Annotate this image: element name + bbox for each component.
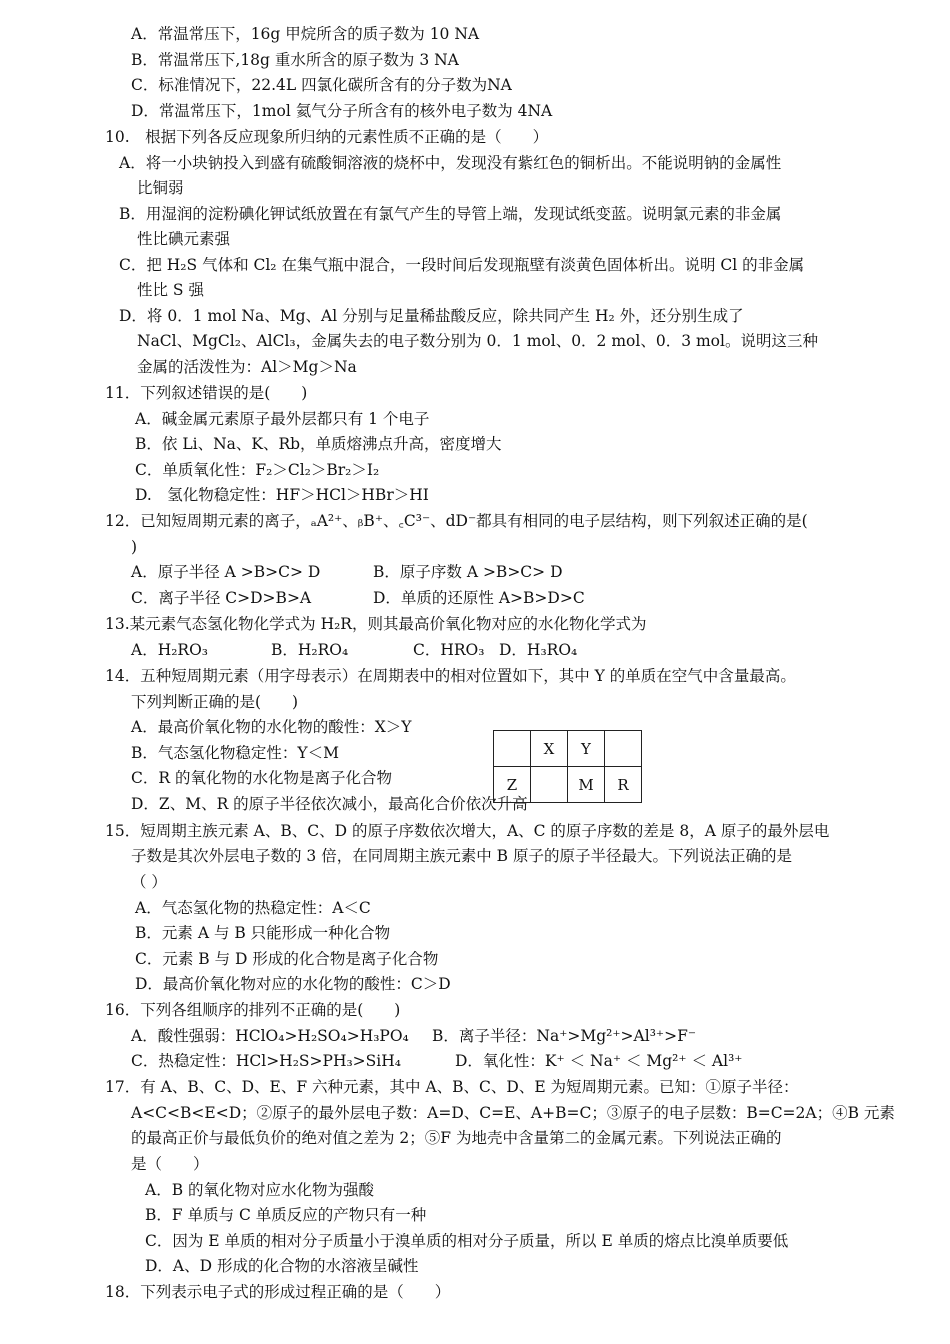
q17-option-a: A．B 的氧化物对应水化物为强酸 [145,1181,375,1199]
q12-option-c: C．离子半径 C>D>B>A [131,589,312,607]
q12-option-d: D．单质的还原性 A>B>D>C [373,589,585,607]
q15-stem-2: 子数是其次外层电子数的 3 倍，在同周期主族元素中 B 原子的原子半径最大。下列说法正确的是 [131,847,792,865]
table-cell: Z [494,767,531,803]
q12-stem-end: ) [131,538,138,556]
q11-option-b: B．依 Li、Na、K、Rb，单质熔沸点升高，密度增大 [135,435,502,453]
q15-option-b: B．元素 A 与 B 只能形成一种化合物 [135,924,391,942]
q14-option-a: A．最高价氧化物的水化物的酸性：X＞Y [131,718,412,736]
q9-option-b: B．常温常压下,18g 重水所含的原子数为 3 NA [131,51,459,69]
q17-option-d: D．A、D 形成的化合物的水溶液呈碱性 [145,1257,419,1275]
q10-line: NaCl、MgCl₂、AlCl₃，金属失去的电子数分别为 0．1 mol、0．2 mol、0．3 mol。说明这三种 [137,332,818,350]
table-row [494,767,642,803]
table-cell [494,731,531,767]
q10-line: B．用湿润的淀粉碘化钾试纸放置在有氯气产生的导管上端，发现试纸变蓝。说明氯元素的非金属 [119,205,782,223]
q16-option-b: B．离子半径：Na⁺>Mg²⁺>Al³⁺>F⁻ [432,1027,697,1045]
q15-option-c: C．元素 B 与 D 形成的化合物是离子化合物 [135,950,439,968]
table-cell: R [605,767,642,803]
q17-stem-4: 是（ ） [131,1155,209,1173]
table-cell [605,731,642,767]
q12-option-a: A．原子半径 A >B>C> D [131,563,321,581]
q9-option-d: D．常温常压下，1mol 氦气分子所含有的核外电子数为 4NA [131,102,553,120]
q10-stem: 10. 根据下列各反应现象所归纳的元素性质不正确的是（ ） [105,128,549,146]
table-cell [531,767,568,803]
q10-line: 比铜弱 [137,179,184,197]
q12-stem: 12．已知短周期元素的离子，ₐA²⁺、ᵦB⁺、꜀C³⁻、dD⁻都具有相同的电子层结构，则下列叙述正确的是( [105,512,808,530]
q15-option-a: A．气态氢化物的热稳定性：A＜C [135,899,371,917]
q14-option-c: C．R 的氧化物的水化物是离子化合物 [131,769,392,787]
q10-line: 金属的活泼性为：Al＞Mg＞Na [137,358,357,376]
q10-line: 性比 S 强 [137,281,204,299]
q16-stem: 16．下列各组顺序的排列不正确的是( ) [105,1001,401,1019]
q13-option-a: A．H₂RO₃ [131,641,209,659]
q9-option-c: C．标准情况下，22.4L 四氯化碳所含有的分子数为NA [131,76,512,94]
q17-stem-2: A<C<B<E<D；②原子的最外层电子数：A=D、C=E、A+B=C；③原子的电子层数：B=C=2A；④B 元素 [131,1104,895,1122]
q12-option-b: B．原子序数 A >B>C> D [373,563,563,581]
q14-stem: 14．五种短周期元素（用字母表示）在周期表中的相对位置如下，其中 Y 的单质在空气中含量最高。 [105,667,796,685]
q16-option-c: C．热稳定性：HCl>H₂S>PH₃>SiH₄ [131,1052,401,1070]
q17-stem-3: 的最高正价与最低负价的绝对值之差为 2；⑤F 为地壳中含量第二的金属元素。下列说法正确的 [131,1129,782,1147]
q17-option-c: C．因为 E 单质的相对分子质量小于溴单质的相对分子质量，所以 E 单质的熔点比溴单质要低 [145,1232,789,1250]
q17-stem: 17．有 A、B、C、D、E、F 六种元素，其中 A、B、C、D、E 为短周期元素。已知：①原子半径： [105,1078,799,1096]
q15-option-d: D．最高价氧化物对应的水化物的酸性：C＞D [135,975,451,993]
q13-option-b: B．H₂RO₄ [271,641,349,659]
q14-option-b: B．气态氢化物稳定性：Y＜M [131,744,339,762]
q11-option-d: D. 氢化物稳定性：HF＞HCl＞HBr＞HI [135,486,429,504]
q16-option-a: A．酸性强弱：HClO₄>H₂SO₄>H₃PO₄ [131,1027,409,1045]
q11-option-c: C．单质氧化性：F₂＞Cl₂＞Br₂＞I₂ [135,461,380,479]
q18-stem: 18．下列表示电子式的形成过程正确的是（ ） [105,1283,451,1301]
q15-stem-3: （ ） [131,873,167,891]
table-row [494,731,642,767]
q13-option-c: C．HRO₃ [413,641,485,659]
q16-option-d: D．氧化性：K⁺ ＜ Na⁺ ＜ Mg²⁺ ＜ Al³⁺ [455,1052,743,1070]
q13-stem: 13.某元素气态氢化物化学式为 H₂R，则其最高价氧化物对应的水化物化学式为 [105,615,647,633]
table-cell: M [568,767,605,803]
q15-stem: 15．短周期主族元素 A、B、C、D 的原子序数依次增大，A、C 的原子序数的差是 8，A 原子的最外层电 [105,822,830,840]
q9-option-a: A．常温常压下，16g 甲烷所含的质子数为 10 NA [131,25,480,43]
table-cell: X [531,731,568,767]
q10-line: C．把 H₂S 气体和 Cl₂ 在集气瓶中混合，一段时间后发现瓶壁有淡黄色固体析出。说明 Cl 的非金属 [119,256,805,274]
q10-line: A．将一小块钠投入到盛有硫酸铜溶液的烧杯中，发现没有紫红色的铜析出。不能说明钠的金属性 [119,154,782,172]
q13-option-d: D．H₃RO₄ [499,641,578,659]
q10-line: 性比碘元素强 [137,230,231,248]
q11-option-a: A．碱金属元素原子最外层都只有 1 个电子 [135,410,430,428]
q11-stem: 11．下列叙述错误的是( ) [105,384,308,402]
q14-option-d: D．Z、M、R 的原子半径依次减小，最高化合价依次升高 [131,795,528,813]
periodic-position-table [493,730,642,803]
table-cell: Y [568,731,605,767]
q10-line: D．将 0．1 mol Na、Mg、Al 分别与足量稀盐酸反应，除共同产生 H₂ 外，还分别生成了 [119,307,744,325]
q14-stem-2: 下列判断正确的是( ) [131,693,299,711]
q17-option-b: B．F 单质与 C 单质反应的产物只有一种 [145,1206,427,1224]
